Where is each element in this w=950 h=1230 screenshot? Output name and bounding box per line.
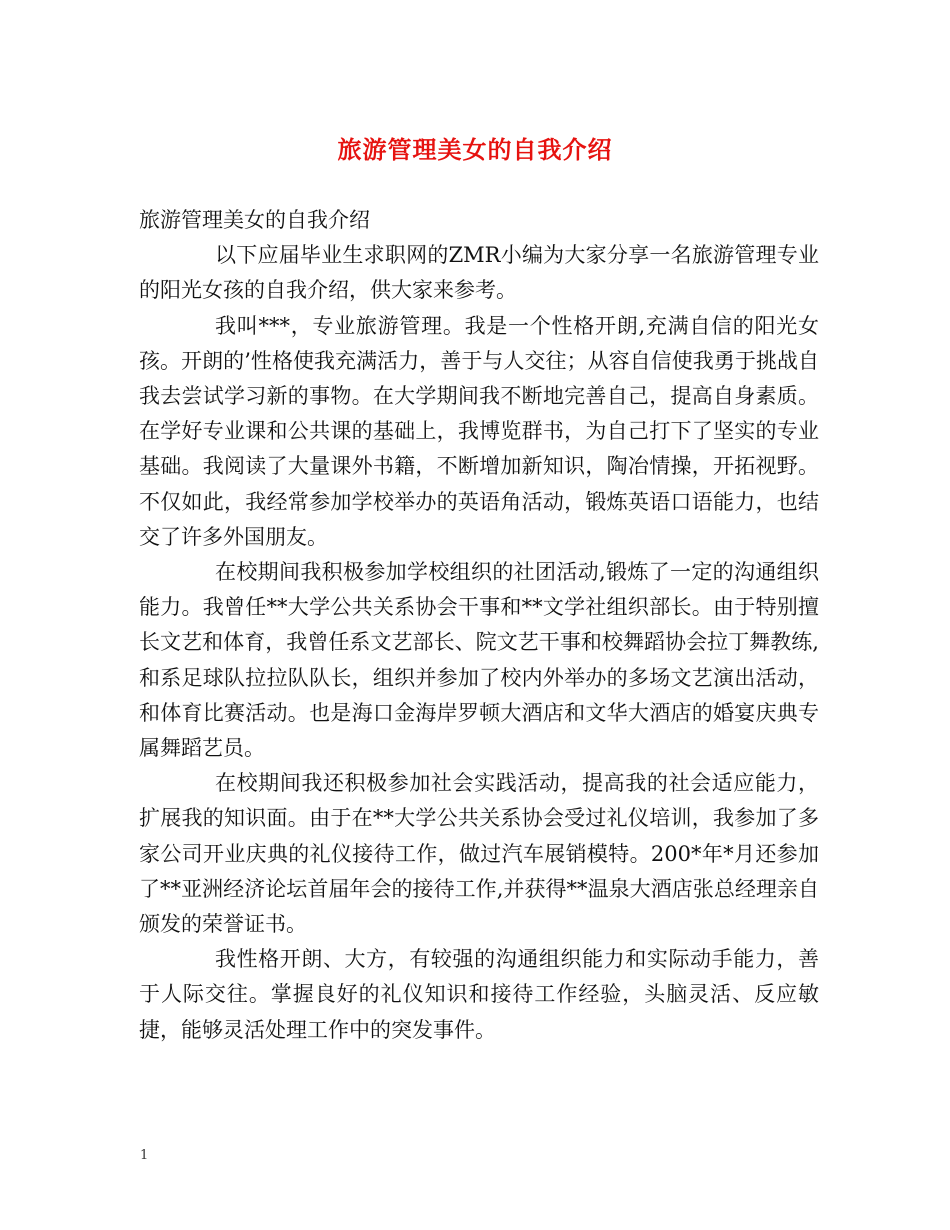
paragraph-club-activities: 在校期间我积极参加学校组织的社团活动,锻炼了一定的沟通组织能力。我曾任**大学公共关系协会干事和**文学社组织部长。由于特别擅长文艺和体育，我曾任系文艺部长、院文艺干事和校舞蹈协会拉丁舞教练,和系足球队拉拉队队长，组织并参加了校内外举办的多场文艺演出活动，和体育比赛活动。也是海口金海岸罗顿大酒店和文华大酒店的婚宴庆典专属舞蹈艺员。 — [139, 560, 819, 761]
document-title: 旅游管理美女的自我介绍 — [337, 135, 613, 164]
paragraph-intro: 以下应届毕业生求职网的ZMR小编为大家分享一名旅游管理专业的阳光女孩的自我介绍，供大家来参考。 — [139, 243, 819, 303]
page-number: 1 — [140, 1148, 149, 1163]
paragraph-self-introduction: 我叫***，专业旅游管理。我是一个性格开朗,充满自信的阳光女孩。开朗的’性格使我充满活力，善于与人交往；从容自信使我勇于挑战自我去尝试学习新的事物。在大学期间我不断地完善自己，提高自身素质。在学好专业课和公共课的基础上，我博览群书，为自己打下了坚实的专业基础。我阅读了大量课外书籍，不断增加新知识，陶冶情操，开拓视野。不仅如此，我经常参加学校举办的英语角活动，锻炼英语口语能力，也结交了许多外国朋友。 — [139, 313, 819, 549]
document-subtitle: 旅游管理美女的自我介绍 — [139, 208, 370, 232]
paragraph-summary: 我性格开朗、大方，有较强的沟通组织能力和实际动手能力，善于人际交往。掌握良好的礼仪知识和接待工作经验，头脑灵活、反应敏捷，能够灵活处理工作中的突发事件。 — [139, 947, 819, 1042]
paragraph-social-practice: 在校期间我还积极参加社会实践活动，提高我的社会适应能力，扩展我的知识面。由于在**大学公共关系协会受过礼仪培训，我参加了多家公司开业庆典的礼仪接待工作，做过汽车展销模特。200*年*月还参加了**亚洲经济论坛首届年会的接待工作,并获得**温泉大酒店张总经理亲自颁发的荣誉证书。 — [139, 771, 819, 937]
document-body — [139, 203, 819, 1048]
